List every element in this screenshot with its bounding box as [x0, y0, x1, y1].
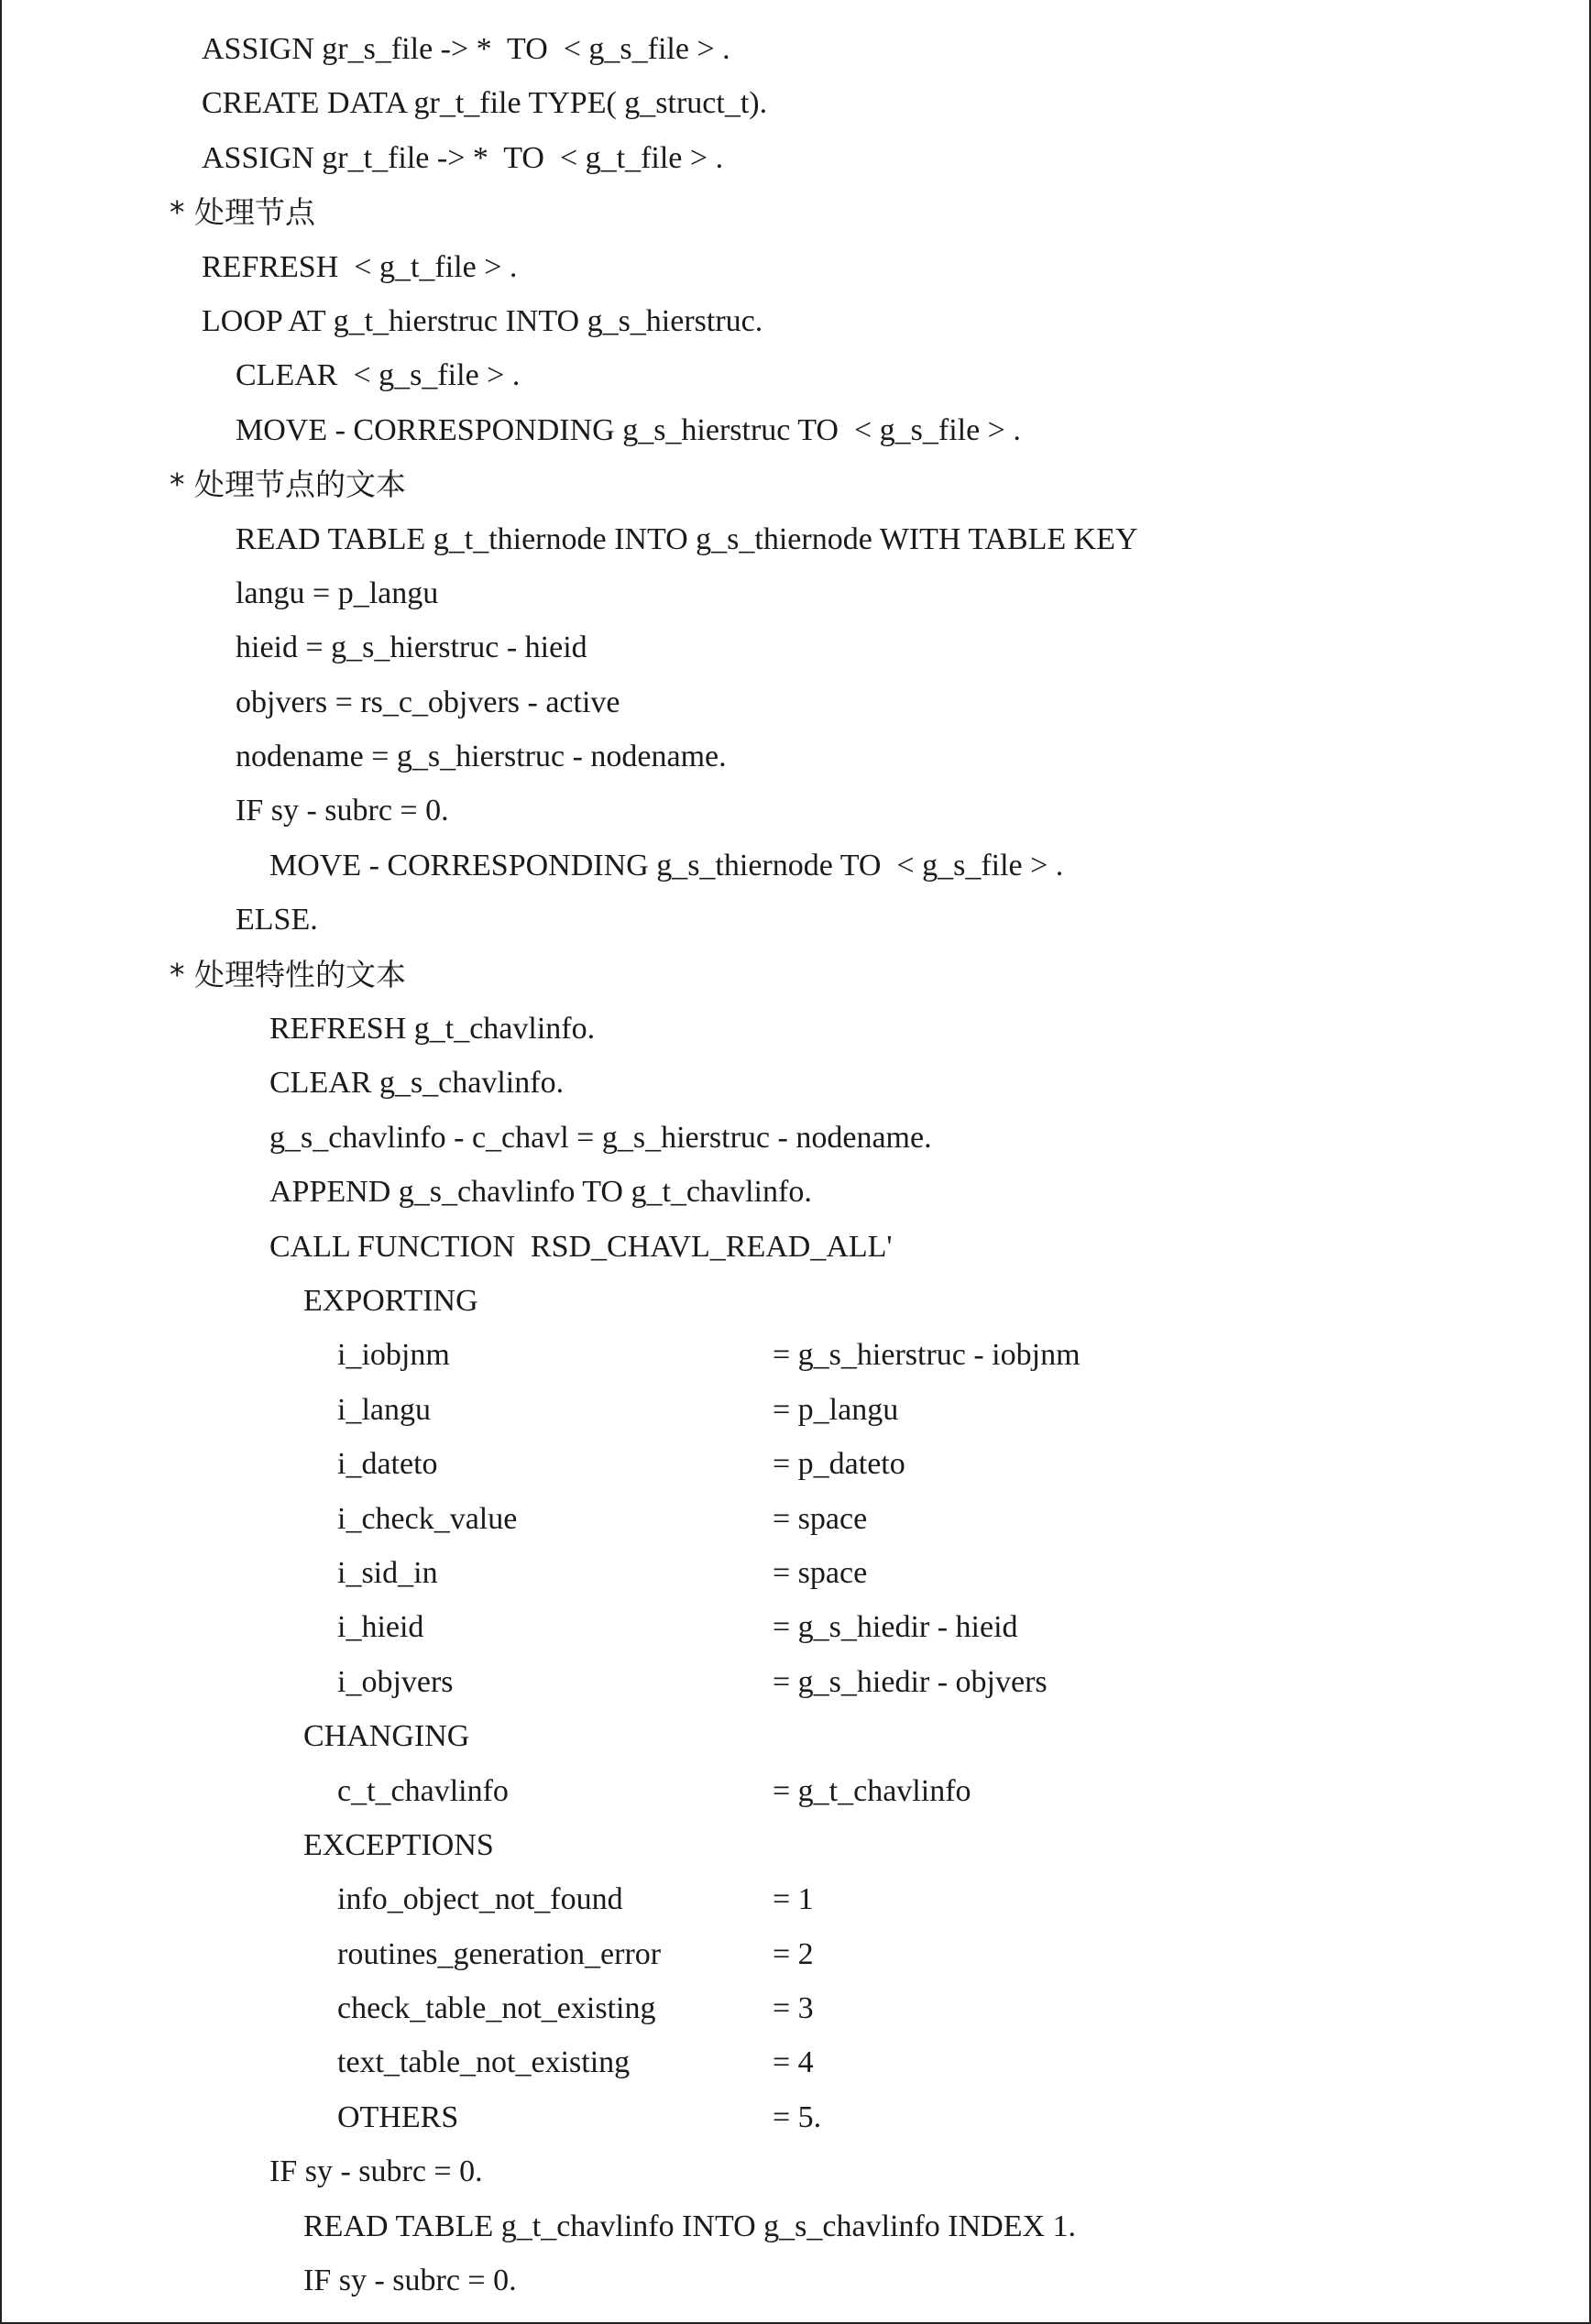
code-line	[0, 2205, 1591, 2259]
code-text: text_table_not_existing	[337, 2045, 631, 2080]
code-comment-line	[0, 463, 1591, 517]
code-line	[0, 1116, 1591, 1170]
code-text: i_dateto	[337, 1447, 438, 1482]
code-text: CLEAR < g_s_file > .	[236, 358, 521, 393]
code-line	[0, 1606, 1591, 1660]
code-line	[0, 626, 1591, 680]
code-line	[0, 354, 1591, 408]
code-text: i_check_value	[337, 1501, 518, 1536]
code-line	[0, 1333, 1591, 1387]
parameter-value: = 3	[773, 1991, 814, 2026]
code-line	[0, 1279, 1591, 1333]
code-line	[0, 898, 1591, 952]
code-text: ASSIGN gr_s_file -> * TO < g_s_file > .	[202, 32, 730, 66]
code-line	[0, 2150, 1591, 2204]
code-text: i_hieid	[337, 1610, 424, 1645]
code-line	[0, 681, 1591, 735]
parameter-value: = 2	[773, 1936, 814, 1971]
code-text: ELSE.	[236, 903, 318, 937]
code-line	[0, 572, 1591, 626]
code-line	[0, 1061, 1591, 1115]
parameter-value: = space	[773, 1501, 868, 1536]
code-text: i_objvers	[337, 1664, 454, 1699]
code-line	[0, 1007, 1591, 1061]
code-comment-line	[0, 953, 1591, 1007]
code-line	[0, 300, 1591, 354]
code-line	[0, 409, 1591, 463]
code-text: CREATE DATA gr_t_file TYPE( g_struct_t).	[202, 86, 768, 121]
parameter-value: = 4	[773, 2045, 814, 2080]
comment-text: * 处理节点的文本	[170, 466, 406, 503]
code-text: routines_generation_error	[337, 1936, 662, 1971]
code-text: MOVE - CORRESPONDING g_s_hierstruc TO < g_s_file > .	[236, 412, 1021, 447]
parameter-value: = 5.	[773, 2099, 822, 2134]
code-text: CALL FUNCTION RSD_CHAVL_READ_ALL'	[269, 1229, 893, 1264]
code-text: READ TABLE g_t_thiernode INTO g_s_thiernode WITH TABLE KEY	[236, 521, 1138, 556]
code-line	[0, 1987, 1591, 2041]
comment-text: * 处理特性的文本	[170, 956, 406, 992]
code-line	[0, 1933, 1591, 1987]
code-text: REFRESH g_t_chavlinfo.	[269, 1012, 596, 1047]
code-text: OTHERS	[337, 2099, 459, 2134]
code-line	[0, 137, 1591, 191]
code-text: check_table_not_existing	[337, 1991, 656, 2026]
code-text: REFRESH < g_t_file > .	[202, 249, 518, 284]
code-line	[0, 1442, 1591, 1496]
code-text: i_iobjnm	[337, 1338, 450, 1373]
code-text: nodename = g_s_hierstruc - nodename.	[236, 740, 727, 774]
code-line	[0, 82, 1591, 136]
code-text: IF sy - subrc = 0.	[269, 2154, 483, 2189]
code-line	[0, 1661, 1591, 1715]
code-text: IF sy - subrc = 0.	[303, 2264, 517, 2298]
parameter-value: = p_dateto	[773, 1447, 905, 1482]
code-text: EXCEPTIONS	[303, 1827, 494, 1862]
code-text: i_langu	[337, 1392, 431, 1427]
code-line	[0, 27, 1591, 82]
parameter-value: = space	[773, 1555, 868, 1590]
code-line	[0, 2096, 1591, 2150]
code-text: MOVE - CORRESPONDING g_s_thiernode TO < g_s_file > .	[269, 848, 1064, 882]
code-text: IF sy - subrc = 0.	[236, 794, 449, 828]
parameter-value: = g_s_hiedir - objvers	[773, 1664, 1048, 1699]
code-line	[0, 1497, 1591, 1551]
code-line	[0, 1770, 1591, 1824]
code-line	[0, 246, 1591, 300]
code-comment-line	[0, 191, 1591, 245]
code-line	[0, 735, 1591, 789]
code-text: info_object_not_found	[337, 1882, 623, 1917]
code-text: i_sid_in	[337, 1555, 438, 1590]
parameter-value: = g_s_hiedir - hieid	[773, 1610, 1018, 1645]
parameter-value: = 1	[773, 1882, 814, 1917]
code-line	[0, 1551, 1591, 1606]
parameter-value: = p_langu	[773, 1392, 899, 1427]
code-line	[0, 1170, 1591, 1224]
code-line	[0, 1878, 1591, 1932]
code-text: hieid = g_s_hierstruc - hieid	[236, 630, 587, 665]
parameter-value: = g_t_chavlinfo	[773, 1773, 971, 1808]
code-line	[0, 1225, 1591, 1279]
code-text: ASSIGN gr_t_file -> * TO < g_t_file > .	[202, 140, 724, 175]
code-text: CHANGING	[303, 1719, 470, 1754]
code-line	[0, 1388, 1591, 1442]
code-line	[0, 2041, 1591, 2095]
code-line	[0, 1715, 1591, 1769]
code-line	[0, 518, 1591, 572]
code-text: LOOP AT g_t_hierstruc INTO g_s_hierstruc.	[202, 303, 763, 338]
code-text: c_t_chavlinfo	[337, 1773, 509, 1808]
code-text: READ TABLE g_t_chavlinfo INTO g_s_chavlinfo INDEX 1.	[303, 2209, 1077, 2243]
code-text: CLEAR g_s_chavlinfo.	[269, 1066, 565, 1101]
code-line	[0, 844, 1591, 898]
code-line	[0, 789, 1591, 843]
code-text: APPEND g_s_chavlinfo TO g_t_chavlinfo.	[269, 1175, 812, 1210]
code-listing	[0, 27, 1591, 2313]
code-line	[0, 1824, 1591, 1878]
code-text: langu = p_langu	[236, 576, 439, 610]
parameter-value: = g_s_hierstruc - iobjnm	[773, 1338, 1081, 1373]
comment-text: * 处理节点	[170, 194, 315, 231]
code-line	[0, 2259, 1591, 2313]
code-text: EXPORTING	[303, 1283, 478, 1318]
code-text: g_s_chavlinfo - c_chavl = g_s_hierstruc - nodename.	[269, 1120, 932, 1155]
code-text: objvers = rs_c_objvers - active	[236, 685, 620, 719]
